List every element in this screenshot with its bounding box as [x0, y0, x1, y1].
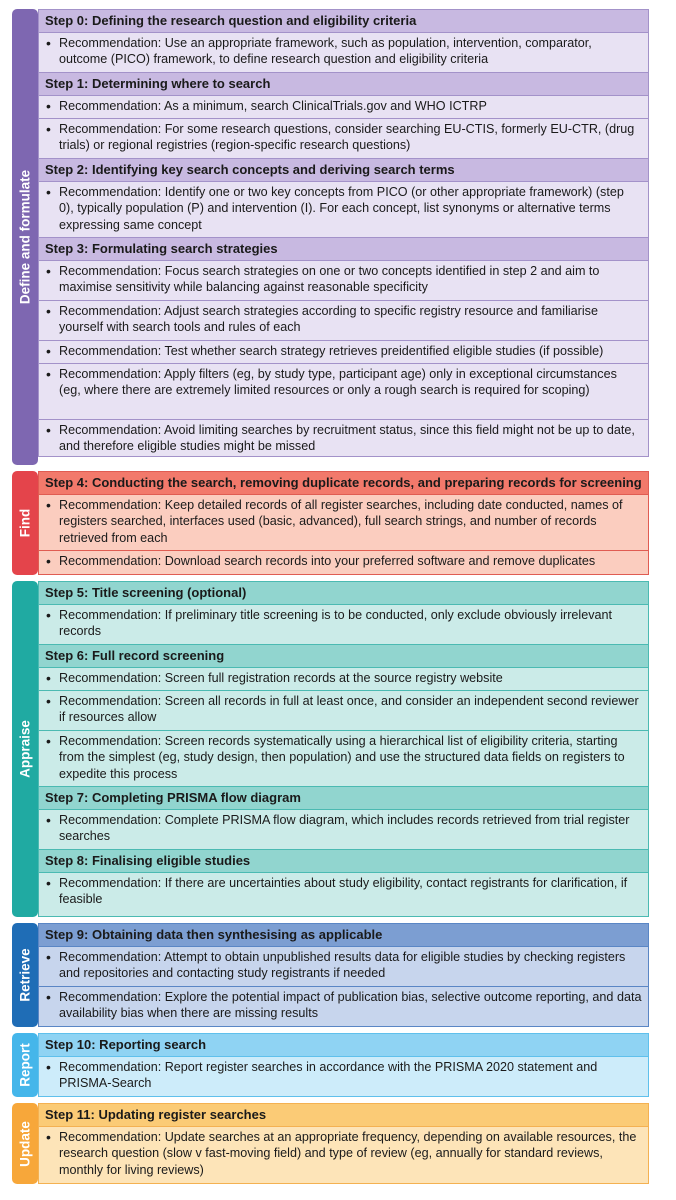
phase-label-find: Find	[12, 471, 38, 575]
step-6-title: Step 6: Full record screening	[38, 644, 649, 667]
step-6-recommendation-1: • Recommendation: Screen full registration records at the source registry website	[38, 667, 649, 690]
step-6-recommendation-3: • Recommendation: Screen records systematically using a hierarchical list of eligibility criteria, starting from the simplest (eg, study design, then population) and use the structured data fields on registers to expedite this process	[38, 730, 649, 786]
step-4-title: Step 4: Conducting the search, removing duplicate records, and preparing records for screening	[38, 471, 649, 494]
phase-update	[12, 1103, 649, 1184]
step-3-recommendation-5: • Recommendation: Avoid limiting searches by recruitment status, since this field might not be up to date, and therefore eligible studies might be missed	[38, 419, 649, 457]
step-3-recommendation-3: • Recommendation: Test whether search strategy retrieves preidentified eligible studies (if possible)	[38, 340, 649, 363]
step-7-title: Step 7: Completing PRISMA flow diagram	[38, 786, 649, 809]
step-3-recommendation-2: • Recommendation: Adjust search strategies according to specific registry resource and familiarise yourself with search tools and rules of each	[38, 300, 649, 340]
step-3-recommendation-4: • Recommendation: Apply filters (eg, by study type, participant age) only in exceptional circumstances (eg, where there are extremely limited resources or only a rough search is required for scoping)	[38, 363, 649, 419]
step-2-title: Step 2: Identifying key search concepts and deriving search terms	[38, 158, 649, 181]
step-2-recommendation-1: • Recommendation: Identify one or two key concepts from PICO (or other appropriate framework) (step 0), typically population (P) and intervention (I). For each concept, list synonyms or alternative terms expressing same concept	[38, 181, 649, 237]
step-10-title: Step 10: Reporting search	[38, 1033, 649, 1056]
step-6-recommendation-2: • Recommendation: Screen all records in full at least once, and consider an independent second reviewer if resources allow	[38, 690, 649, 730]
phase-label-retrieve: Retrieve	[12, 923, 38, 1027]
phase-define-and-formulate	[12, 9, 649, 465]
step-0-recommendation-1: • Recommendation: Use an appropriate framework, such as population, intervention, comparator, outcome (PICO) framework, to define research question and eligibility criteria	[38, 32, 649, 72]
step-11-recommendation-1: • Recommendation: Update searches at an appropriate frequency, depending on available resources, the research question (slow v fast-moving field) and type of review (eg, annually for standard reviews, monthly for living reviews)	[38, 1126, 649, 1184]
step-5-title: Step 5: Title screening (optional)	[38, 581, 649, 604]
step-10-recommendation-1: • Recommendation: Report register searches in accordance with the PRISMA 2020 statement and PRISMA-Search	[38, 1056, 649, 1097]
step-8-title: Step 8: Finalising eligible studies	[38, 849, 649, 872]
step-1-title: Step 1: Determining where to search	[38, 72, 649, 95]
step-4-recommendation-1: • Recommendation: Keep detailed records of all register searches, including date conducted, names of registers searched, interfaces used (basic, advanced), full search strings, and number of records retrieved from each	[38, 494, 649, 550]
step-9-title: Step 9: Obtaining data then synthesising as applicable	[38, 923, 649, 946]
phase-find	[12, 471, 649, 575]
phase-retrieve	[12, 923, 649, 1027]
step-4-recommendation-2: • Recommendation: Download search records into your preferred software and remove duplicates	[38, 550, 649, 575]
phase-label-report: Report	[12, 1033, 38, 1097]
step-8-recommendation-1: • Recommendation: If there are uncertainties about study eligibility, contact registrants for clarification, if feasible	[38, 872, 649, 917]
phase-report	[12, 1033, 649, 1097]
phase-appraise	[12, 581, 649, 917]
phase-label-update: Update	[12, 1103, 38, 1184]
phase-label-define-and-formulate: Define and formulate	[12, 9, 38, 465]
step-9-recommendation-2: • Recommendation: Explore the potential impact of publication bias, selective outcome reporting, and data availability bias when there are missing results	[38, 986, 649, 1027]
step-11-title: Step 11: Updating register searches	[38, 1103, 649, 1126]
phase-label-appraise: Appraise	[12, 581, 38, 917]
step-3-recommendation-1: • Recommendation: Focus search strategies on one or two concepts identified in step 2 and aim to maximise sensitivity while balancing against reasonable specificity	[38, 260, 649, 300]
step-0-title: Step 0: Defining the research question and eligibility criteria	[38, 9, 649, 32]
step-3-title: Step 3: Formulating search strategies	[38, 237, 649, 260]
step-9-recommendation-1: • Recommendation: Attempt to obtain unpublished results data for eligible studies by checking registers and repositories and contacting study registrants if needed	[38, 946, 649, 986]
step-1-recommendation-1: • Recommendation: As a minimum, search ClinicalTrials.gov and WHO ICTRP	[38, 95, 649, 118]
step-7-recommendation-1: • Recommendation: Complete PRISMA flow diagram, which includes records retrieved from trial register searches	[38, 809, 649, 849]
step-1-recommendation-2: • Recommendation: For some research questions, consider searching EU-CTIS, formerly EU-CTR, (drug trials) or regional registries (region-specific research questions)	[38, 118, 649, 158]
step-5-recommendation-1: • Recommendation: If preliminary title screening is to be conducted, only exclude obviously irrelevant records	[38, 604, 649, 644]
